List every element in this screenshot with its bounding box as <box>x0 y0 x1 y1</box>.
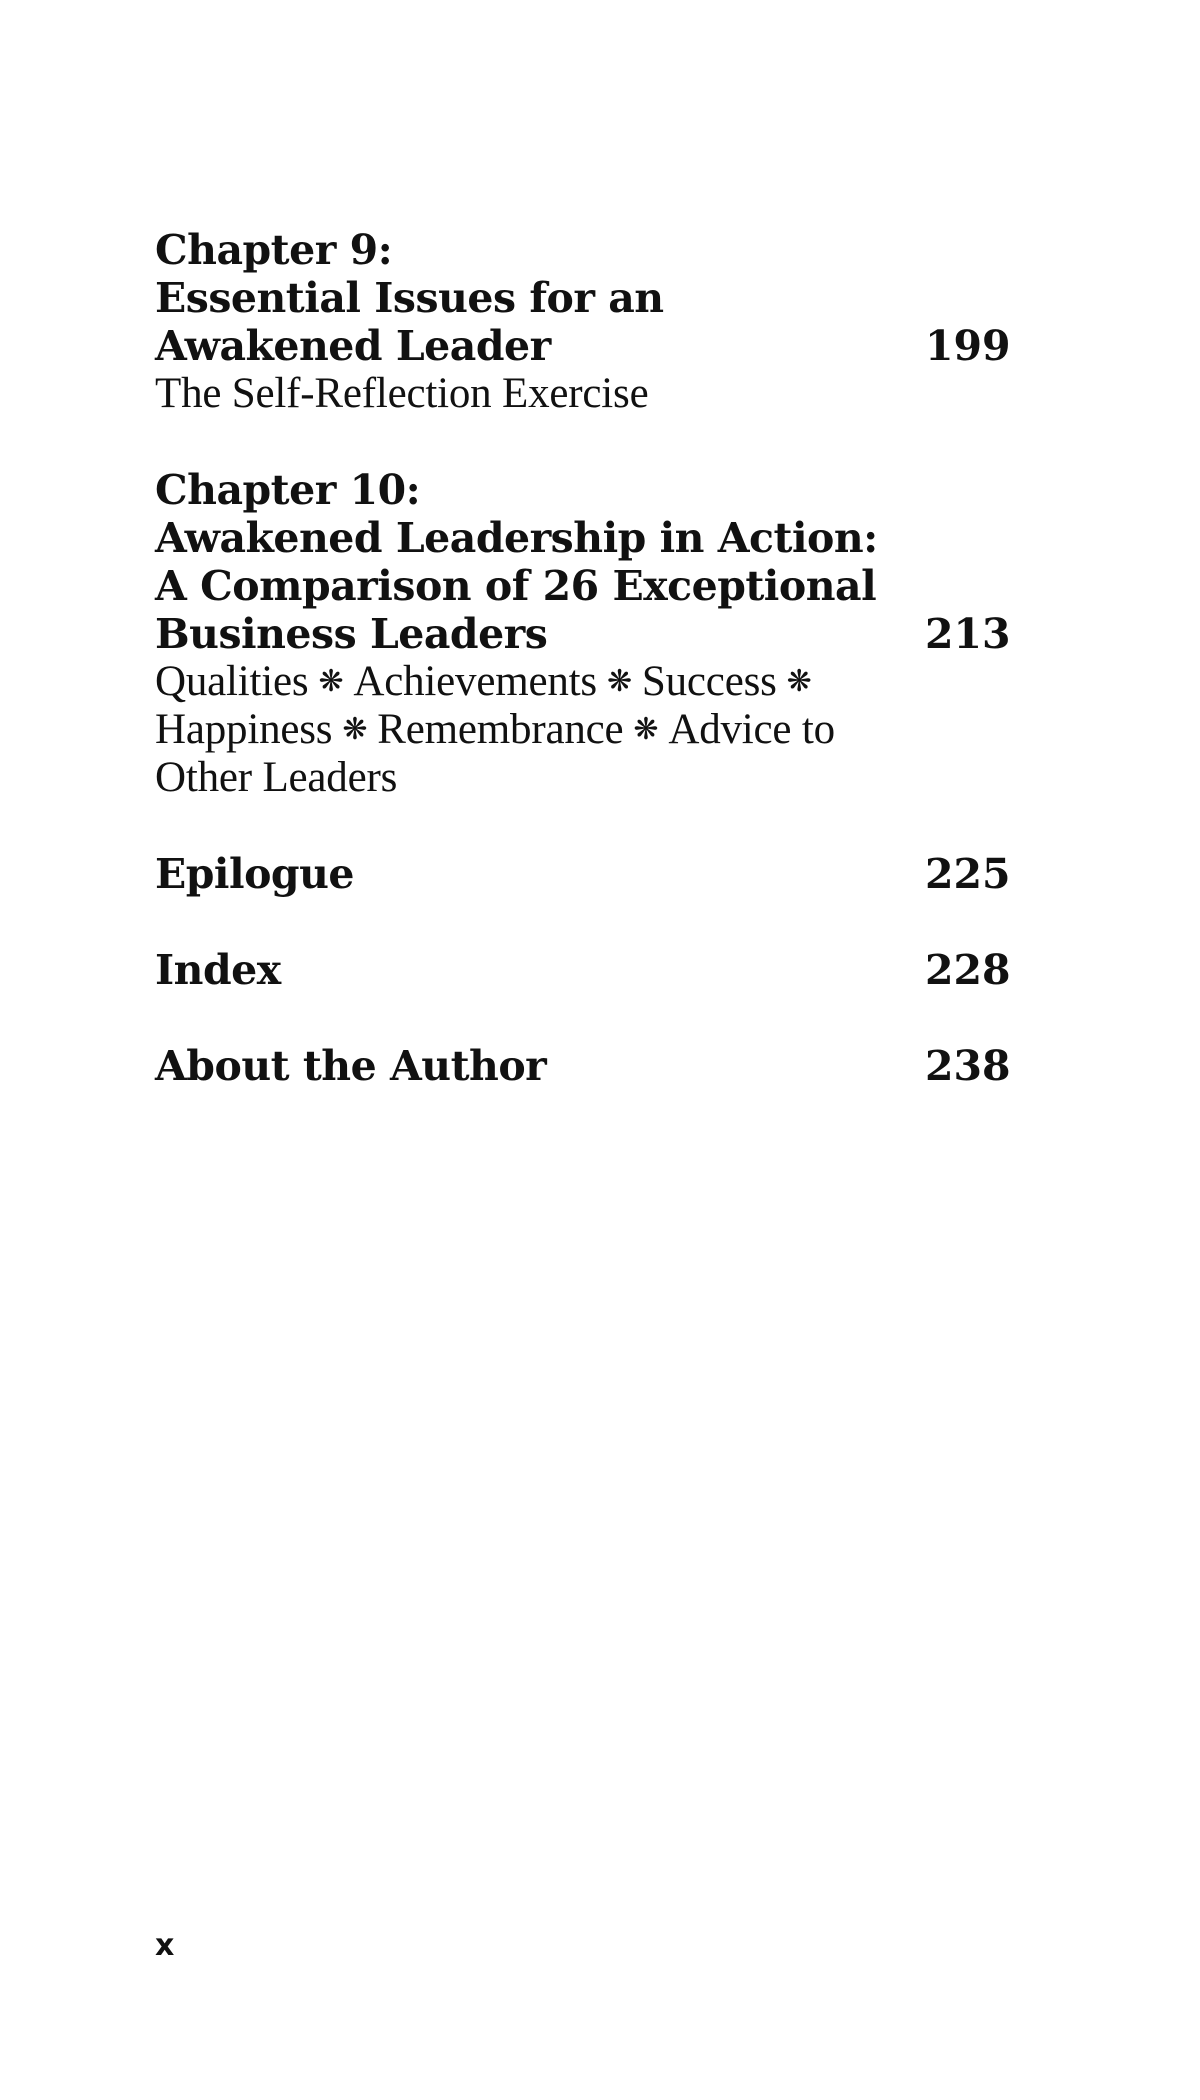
chapter-10-description-line-3: Other Leaders <box>155 754 398 801</box>
topic-advice-to: Advice to <box>668 706 835 753</box>
topic-success: Success <box>641 658 777 705</box>
chapter-10-page-number: 213 <box>925 610 1011 658</box>
asterism-separator-icon: ❋ <box>606 665 632 698</box>
topic-remembrance: Remembrance <box>377 706 624 753</box>
chapter-10-title-line-1: Awakened Leadership in Action: <box>155 514 878 562</box>
chapter-9-label: Chapter 9: <box>155 226 393 274</box>
epilogue-title: Epilogue <box>155 850 354 898</box>
table-of-contents <box>155 226 1011 1090</box>
chapter-9-page-number: 199 <box>925 322 1011 370</box>
chapter-10-description-line-2 <box>155 706 1005 754</box>
chapter-9-title-line-2: Awakened Leader <box>155 322 551 370</box>
chapter-10-title-line-3: Business Leaders <box>155 610 548 658</box>
about-the-author-title: About the Author <box>155 1042 547 1090</box>
chapter-10-title-line-2: A Comparison of 26 Exceptional <box>155 562 877 610</box>
about-the-author-page-number: 238 <box>925 1042 1011 1090</box>
chapter-10-title-row <box>155 610 1011 658</box>
asterism-separator-icon: ❋ <box>318 665 344 698</box>
topic-happiness: Happiness <box>155 706 333 753</box>
topic-achievements: Achievements <box>353 658 597 705</box>
toc-entry-epilogue <box>155 850 1011 898</box>
toc-entry-chapter-9 <box>155 226 1011 418</box>
toc-entry-about-the-author <box>155 1042 1011 1090</box>
asterism-separator-icon: ❋ <box>633 713 659 746</box>
asterism-separator-icon: ❋ <box>342 713 368 746</box>
chapter-10-description-line-1 <box>155 658 1005 706</box>
page-number-roman: x <box>155 1928 175 1963</box>
chapter-9-description: The Self-Reflection Exercise <box>155 370 649 417</box>
toc-entry-index <box>155 946 1011 994</box>
chapter-10-label: Chapter 10: <box>155 466 421 514</box>
toc-entry-chapter-10 <box>155 466 1011 802</box>
chapter-9-title-row <box>155 322 1011 370</box>
epilogue-page-number: 225 <box>925 850 1011 898</box>
topic-qualities: Qualities <box>155 658 309 705</box>
index-title: Index <box>155 946 281 994</box>
asterism-separator-icon: ❋ <box>786 665 812 698</box>
chapter-9-title-line-1: Essential Issues for an <box>155 274 664 322</box>
index-page-number: 228 <box>925 946 1011 994</box>
